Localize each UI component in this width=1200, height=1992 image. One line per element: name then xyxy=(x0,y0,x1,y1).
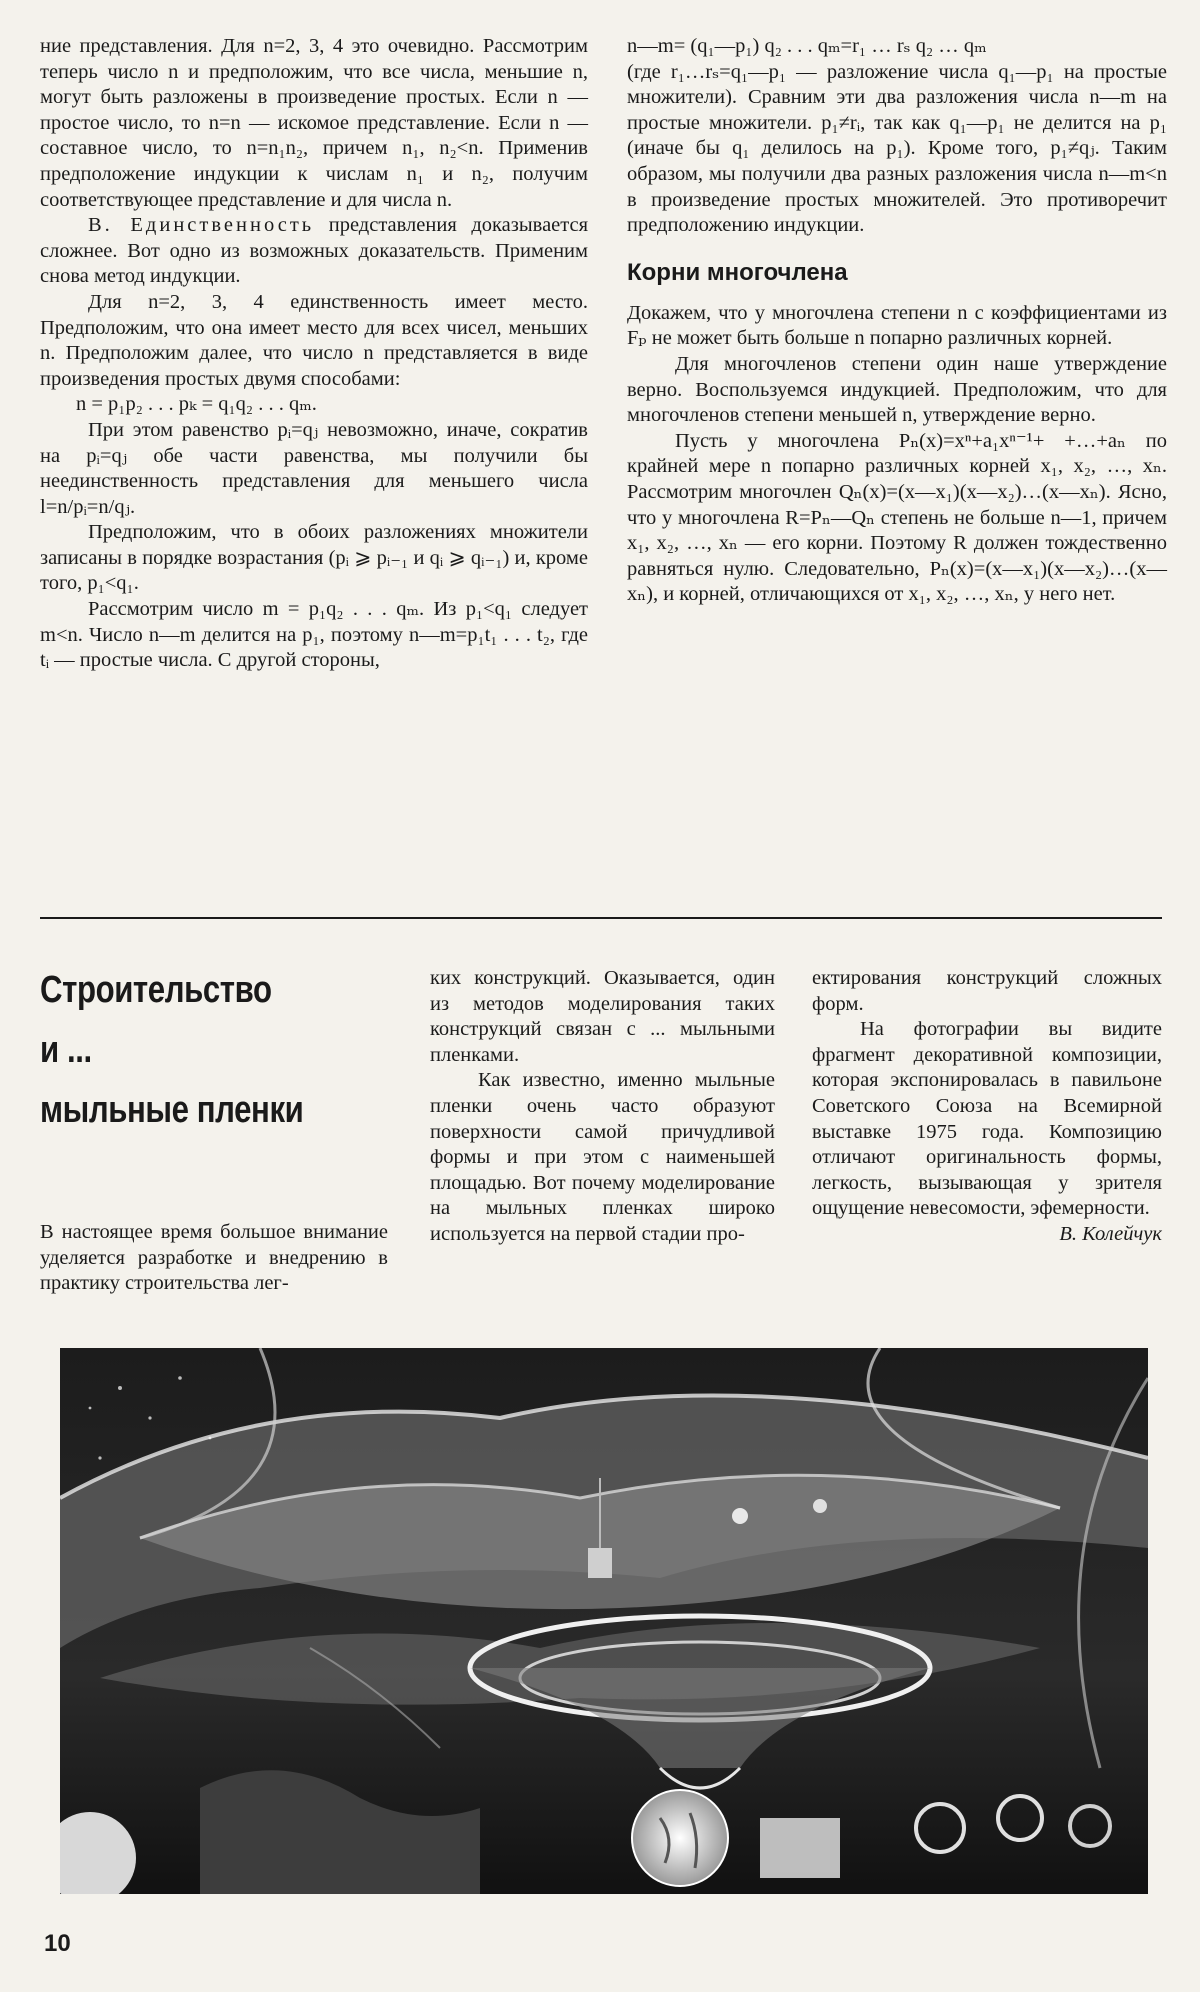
paragraph: На фотографии вы видите фрагмент декоративной композиции, которая экспонировалась в павильоне Советского Союза на Всемирной выставке 1975 года. Композицию отличают оригинальность формы, легкость, вызывающая у зрителя ощущение невесомости, эфемерности. xyxy=(812,1018,1162,1220)
column-2 xyxy=(627,34,1167,608)
paragraph: Предположим, что в обоих разложениях множители записаны в порядке возрастания (pᵢ ⩾ pᵢ₋₁ и qᵢ ⩾ qᵢ₋₁) и, кроме того, p₁<q₁. xyxy=(40,521,588,595)
article-column-2 xyxy=(430,966,775,1248)
emphasis-lead: В. Единственность xyxy=(88,214,315,237)
paragraph: ких конструкций. Оказывается, один из методов моделирования таких конструкций связан с ... мыльными пленками. xyxy=(430,967,775,1066)
paragraph: При этом равенство pᵢ=qⱼ невозможно, иначе, сократив на pᵢ=qⱼ обе части равенства, мы получили бы неединственность представления для меньшего числа l=n/pᵢ=n/qⱼ. xyxy=(40,418,588,518)
paragraph xyxy=(40,213,588,290)
paragraph: В настоящее время большое внимание уделяется разработке и внедрению в практику строительства лег- xyxy=(40,1221,388,1295)
section-divider xyxy=(40,917,1162,919)
paragraph: Рассмотрим число m = p₁q₂ . . . qₘ. Из p₁<q₁ следует m<n. Число n—m делится на p₁, поэтому n—m=p₁t₁ . . . t₂, где tᵢ — простые числа. С другой стороны, xyxy=(40,598,588,672)
paragraph: Как известно, именно мыльные пленки очень часто образуют поверхности самой причудливой формы и при этом с наименьшей площадью. Вот почему моделирование на мыльных пленках широко используется на первой стадии про- xyxy=(430,1069,775,1245)
paragraph: ектирования конструкций сложных форм. xyxy=(812,967,1162,1015)
article-column-3 xyxy=(812,966,1162,1248)
headline-line: Строительство xyxy=(40,969,272,1011)
paragraph: ние представления. Для n=2, 3, 4 это очевидно. Рассмотрим теперь число n и предположим, что все числа, меньшие n, могут быть разложены в произведение простых. Если n — простое число, то n=n — искомое представление. Если n — составное число, то n=n₁n₂, причем n₁, n₂<n. Применив предположение индукции к числам n₁ и n₂, получим соответствующее представление и для числа n. xyxy=(40,35,588,211)
paragraph: (где r₁…rₛ=q₁—p₁ — разложение числа q₁—p₁ на простые множители). Сравним эти два разложения числа n—m на простые множители. p₁≠rᵢ, так как q₁—p₁ не делится на p₁ (иначе бы q₁ делилось на p₁). Кроме того, p₁≠qⱼ. Таким образом, мы получили два разных разложения числа n—m<n в произведение простых множителей. Это противоречит предположению индукции. xyxy=(627,60,1167,237)
article-lede xyxy=(40,1220,388,1297)
equation: n—m= (q₁—p₁) q₂ . . . qₘ=r₁ … rₛ q₂ … qₘ xyxy=(627,35,987,57)
article-headline xyxy=(40,960,302,1140)
section-heading: Корни многочлена xyxy=(627,258,848,286)
headline-line: мыльные пленки xyxy=(40,1089,304,1131)
paragraph-text: представления доказывается сложнее. Вот одно из возможных доказательств. Применим снова метод индукции. xyxy=(40,214,588,288)
equation: n = p₁p₂ . . . pₖ = q₁q₂ . . . qₘ. xyxy=(76,393,317,416)
paragraph: Для многочленов степени один наше утверждение верно. Воспользуемся индукцией. Предположим, что для многочленов степени меньшей n, утверждение верно. xyxy=(627,352,1167,427)
paragraph: Пусть у многочлена Pₙ(x)=xⁿ+a₁xⁿ⁻¹+ +…+aₙ по крайней мере n попарно различных корней x₁, x₂, …, xₙ. Рассмотрим многочлен Qₙ(x)=(x—x₁)(x—x₂)…(x—xₙ). Ясно, что у многочлена R=Pₙ—Qₙ степень не больше n—1, причем x₁, x₂, …, xₙ — его корни. Поэтому R должен тождественно равняться нулю. Следовательно, Pₙ(x)=(x—x₁)(x—x₂)…(x—xₙ), и корней, отличающихся от x₁, x₂, …, xₙ, у него нет. xyxy=(627,429,1167,606)
author-signature: В. Колейчук xyxy=(1059,1222,1162,1245)
page-number: 10 xyxy=(44,1930,71,1957)
paragraph: Для n=2, 3, 4 единственность имеет место. Предположим, что она имеет место для всех чисел, меньших n. Предположим далее, что число n представляется в виде произведения простых двумя способами: xyxy=(40,290,588,390)
column-1 xyxy=(40,34,588,674)
paragraph: Докажем, что у многочлена степени n с коэффициентами из Fₚ не может быть больше n попарно различных корней. xyxy=(627,301,1167,350)
exhibit-photo xyxy=(60,1348,1148,1894)
headline-line: и ... xyxy=(40,1029,92,1071)
